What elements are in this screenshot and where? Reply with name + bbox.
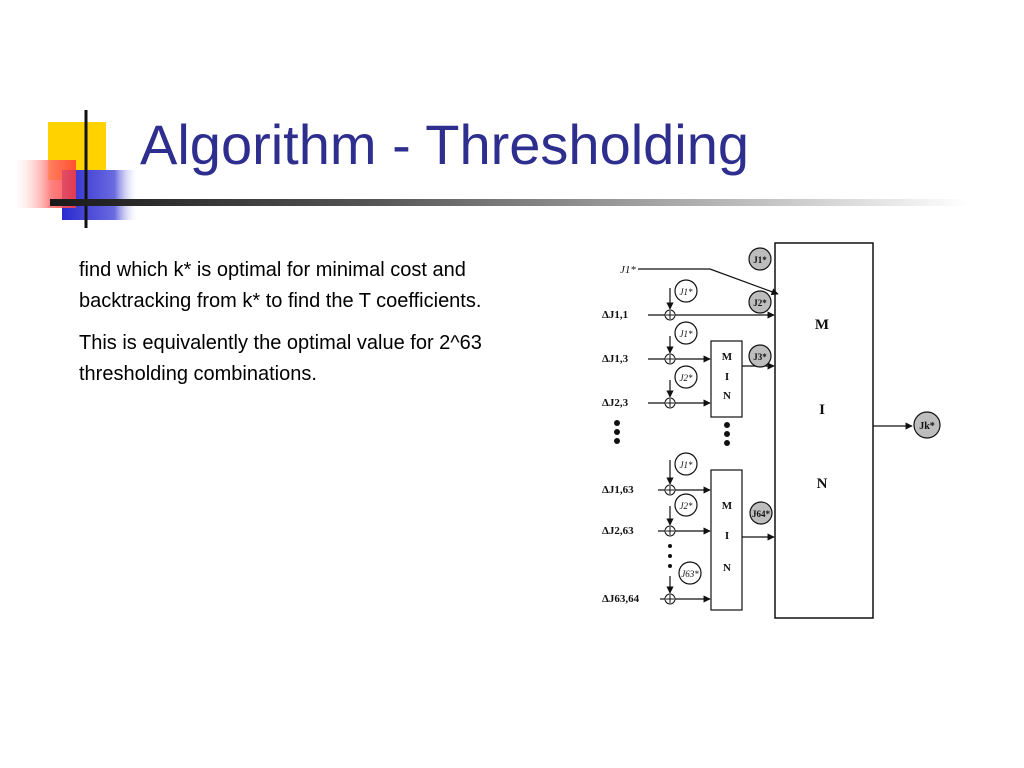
feedback-circle-2 [675, 322, 697, 344]
feedback-circle-6 [679, 562, 701, 584]
paragraph-2: This is equivalently the optimal value for 2^63 thresholding combinations. [79, 332, 482, 385]
min-cost-diagram [590, 236, 960, 636]
small-min-2-letter-n: N [723, 562, 731, 574]
big-min-box [775, 243, 873, 618]
output-circle-4 [750, 502, 772, 524]
input-label-dj-2-3: ΔJ2,3 [602, 397, 629, 409]
output-circle-2 [749, 291, 771, 313]
big-min-letter-i: I [819, 402, 825, 418]
svg-text:J1*: J1* [679, 329, 693, 339]
big-min-letter-n: N [816, 476, 828, 492]
small-min-1-letter-m: M [721, 351, 733, 363]
svg-text:J3*: J3* [753, 352, 767, 362]
sum-junction-2 [665, 354, 675, 364]
final-output-circle [914, 412, 940, 438]
input-label-dj-1-63: ΔJ1,63 [602, 484, 634, 496]
ellipsis-dots-small [668, 544, 672, 568]
feedback-circle-5 [675, 494, 697, 516]
svg-text:J2*: J2* [679, 373, 693, 383]
small-min-2-letter-m: M [721, 500, 733, 512]
output-circle-1 [749, 248, 771, 270]
feedback-circle-3 [675, 366, 697, 388]
ellipsis-dots-left [614, 420, 620, 444]
feedback-circle-4 [675, 453, 697, 475]
small-min-1-letter-i: I [724, 371, 730, 383]
input-label-dj-63-64: ΔJ63,64 [602, 593, 640, 605]
small-min-1-letter-n: N [723, 390, 731, 402]
body-text [79, 255, 549, 401]
sum-junction-6 [665, 594, 675, 604]
svg-text:J1*: J1* [679, 287, 693, 297]
top-input-label: J1* [620, 264, 636, 276]
title-underline [50, 199, 970, 206]
page-title: Algorithm - Thresholding [140, 113, 750, 176]
svg-text:J2*: J2* [753, 298, 767, 308]
paragraph-1: find which k* is optimal for minimal cost and backtracking from k* to find the T coefficients. [79, 259, 482, 312]
sum-junction-1 [665, 310, 675, 320]
big-min-letter-m: M [814, 317, 830, 333]
input-label-dj-1-3: ΔJ1,3 [602, 353, 629, 365]
output-circle-3 [749, 345, 771, 367]
svg-text:J63*: J63* [681, 569, 699, 579]
feedback-circle-1 [675, 280, 697, 302]
ellipsis-dots-middle [724, 422, 730, 446]
svg-text:J64*: J64* [752, 509, 770, 519]
sum-junction-4 [665, 485, 675, 495]
svg-text:J1*: J1* [753, 255, 767, 265]
svg-text:J2*: J2* [679, 501, 693, 511]
input-label-dj-1-1: ΔJ1,1 [602, 309, 629, 321]
sum-junction-3 [665, 398, 675, 408]
input-label-dj-2-63: ΔJ2,63 [602, 525, 634, 537]
top-input-arrow [638, 269, 778, 294]
svg-text:Jk*: Jk* [919, 421, 935, 432]
svg-text:J1*: J1* [679, 460, 693, 470]
small-min-2-letter-i: I [724, 530, 730, 542]
sum-junction-5 [665, 526, 675, 536]
